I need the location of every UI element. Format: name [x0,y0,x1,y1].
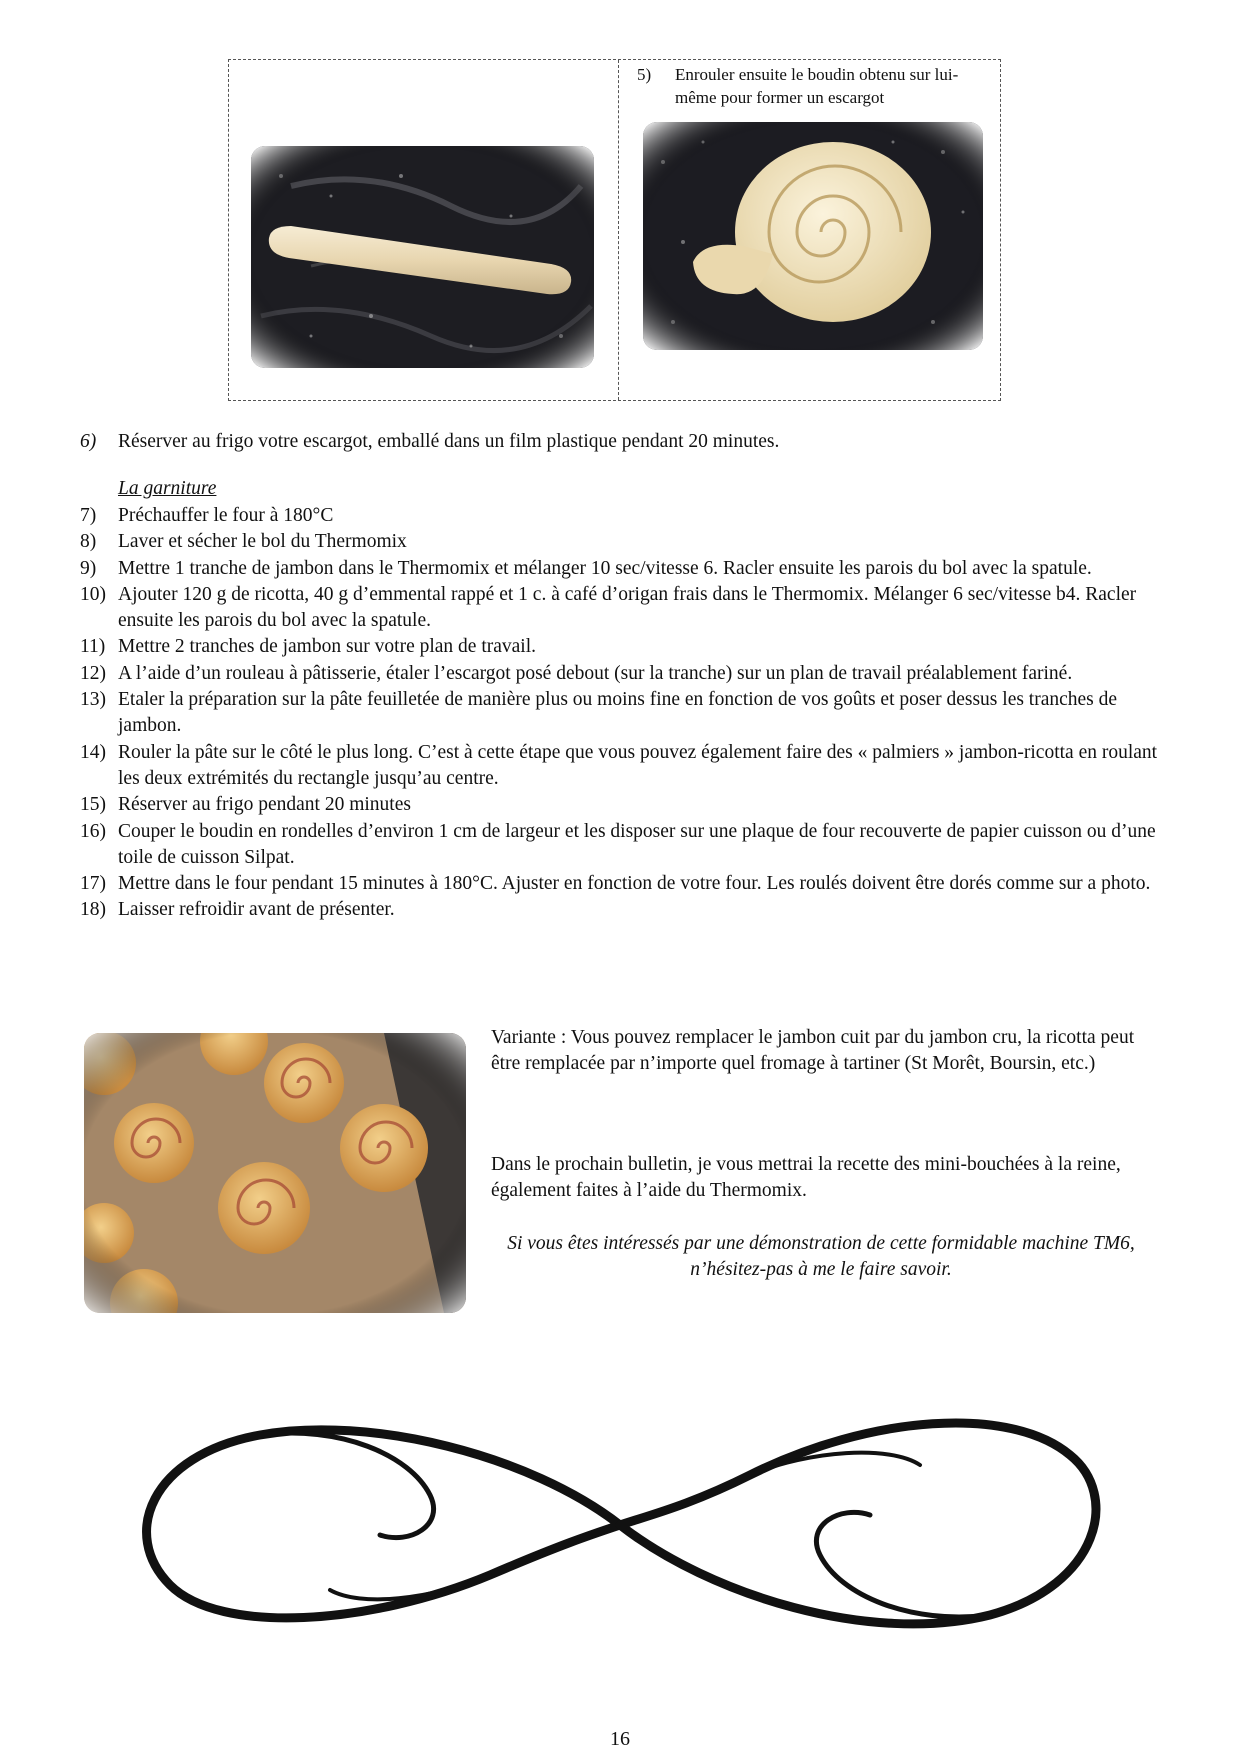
dough-spiral-illustration [643,122,983,350]
step-text: Préchauffer le four à 180°C [118,505,334,526]
step-text: Mettre 2 tranches de jambon sur votre plan de travail. [118,636,537,658]
list-item [80,503,1160,529]
step-number: 7) [80,505,97,526]
step-text: Réserver au frigo votre escargot, emballé dans un film plastique pendant 20 minutes. [118,431,780,452]
step-number: 15) [80,794,106,816]
step-5-caption [637,63,997,109]
step-text: Laisser refroidir avant de présenter. [118,899,395,921]
list-item [80,792,1160,818]
step-number: 8) [80,531,97,553]
list-item [80,740,1160,793]
step-number: 12) [80,662,106,684]
baked-pinwheels-illustration [84,1033,466,1313]
step-text: Enrouler ensuite le boudin obtenu sur lui-même pour former un escargot [675,65,959,107]
list-item [80,556,1160,582]
step-text: Mettre 1 tranche de jambon dans le Thermomix et mélanger 10 sec/vitesse 6. Racler ensuite les parois du bol avec la spatule. [118,557,1092,579]
step-text: Rouler la pâte sur le côté le plus long. C’est à cette étape que vous pouvez également faire des « palmiers » jambon-ricotta en roulant les deux extrémités du rectangle jusqu’au centre. [118,741,1158,789]
step-number: 9) [80,557,97,579]
step-text: Couper le boudin en rondelles d’environ 1 cm de largeur et les disposer sur une plaque de four recouverte de papier cuisson ou d’une toile de cuisson Silpat. [118,820,1156,868]
step-text: A l’aide d’un rouleau à pâtisserie, étaler l’escargot posé debout (sur la tranche) sur un plan de travail préalablement fariné. [118,662,1073,684]
list-item [80,661,1160,687]
dough-snail-spiral-photo [643,122,983,350]
step-6 [80,429,1160,455]
step-number: 5) [637,65,652,84]
table-divider [618,60,619,400]
step-number: 6) [80,431,97,452]
step-number: 10) [80,583,106,605]
photo-table [228,59,1001,401]
decorative-flourish [110,1395,1130,1655]
step-number: 14) [80,741,106,763]
list-item [80,871,1160,897]
variant-note: Variante : Vous pouvez remplacer le jambon cuit par du jambon cru, la ricotta peut être remplacée par n’importe quel fromage à tartiner (St Morêt, Boursin, etc.) [491,1027,1135,1075]
rolled-dough-log-illustration [251,146,594,368]
step-text: Etaler la préparation sur la pâte feuilletée de manière plus ou moins fine en fonction de vos goûts et poser dessus les tranches de jambon. [118,689,1118,737]
step-text: Réserver au frigo pendant 20 minutes [118,794,411,816]
list-item [80,634,1160,660]
list-item [80,819,1160,872]
next-bulletin-note: Dans le prochain bulletin, je vous mettrai la recette des mini-bouchées à la reine, également faites à l’aide du Thermomix. [491,1154,1121,1202]
list-item [80,582,1160,635]
step-number: 18) [80,899,106,921]
rolled-dough-log-photo [251,146,594,368]
step-number: 16) [80,820,106,842]
step-number: 17) [80,873,106,895]
section-heading-garniture: La garniture [118,478,217,499]
step-text: Mettre dans le four pendant 15 minutes à 180°C. Ajuster en fonction de votre four. Les roulés doivent être dorés comme sur a photo. [118,873,1151,895]
step-text: Ajouter 120 g de ricotta, 40 g d’emmental rappé et 1 c. à café d’origan frais dans le Thermomix. Mélanger 6 sec/vitesse b4. Racler ensuite les parois du bol avec la spatule. [118,583,1137,632]
step-text: Laver et sécher le bol du Thermomix [118,531,407,553]
garniture-steps-list [80,503,1160,924]
step-number: 13) [80,689,106,711]
step-number: 11) [80,636,106,658]
page-number: 16 [610,1728,630,1750]
list-item [80,687,1160,740]
demonstration-invitation: Si vous êtes intéressés par une démonstration de cette formidable machine TM6, n’hésitez-pas à me le faire savoir. [507,1233,1135,1281]
baked-pinwheels-photo [84,1033,466,1313]
list-item [80,529,1160,555]
list-item [80,897,1160,923]
